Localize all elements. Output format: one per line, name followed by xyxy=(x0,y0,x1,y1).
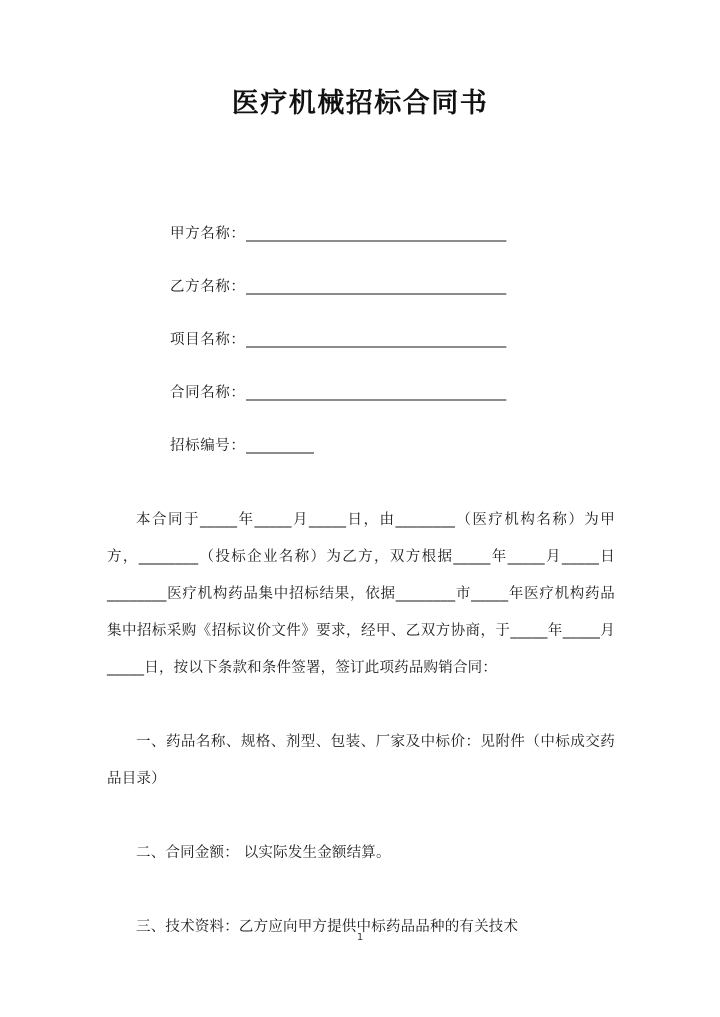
form-label-tender-number: 招标编号： xyxy=(170,438,246,454)
paragraph-spacer xyxy=(107,687,615,724)
clause-spacer-2 xyxy=(107,872,615,909)
form-row-party-b xyxy=(170,275,590,328)
contract-form-fields xyxy=(170,222,590,487)
form-blank-tender-number[interactable]: __________ xyxy=(245,438,315,454)
paragraph-preamble: 本合同于_____年_____月_____日，由________（医疗机构名称）为甲方，________（投标企业名称）为乙方，双方根据_____年_____月_____日________医疗机构药品集中招标结果，依据________市_____年医疗机构药品集中招标采购《招标议价文件》要求，经甲、乙双方协商，于_____年_____月_____日，按以下条款和条件签署，签订此项药品购销合同： xyxy=(107,512,615,676)
clause-spacer-1 xyxy=(107,798,615,835)
form-row-contract-name xyxy=(170,381,590,434)
form-row-party-a xyxy=(170,222,590,275)
form-label-contract-name: 合同名称： xyxy=(170,385,246,401)
form-blank-project-name[interactable]: ______________________________________ xyxy=(245,332,506,348)
page-number: 1 xyxy=(356,932,364,943)
clause-item-1: 一、药品名称、规格、剂型、包装、厂家及中标价：见附件（中标成交药品目录） xyxy=(107,734,615,787)
form-label-project-name: 项目名称： xyxy=(170,332,246,348)
form-blank-party-b[interactable]: ______________________________________ xyxy=(245,279,506,295)
form-label-party-b: 乙方名称： xyxy=(170,279,246,295)
page-title: 医疗机械招标合同书 xyxy=(231,88,489,119)
form-blank-contract-name[interactable]: ______________________________________ xyxy=(245,385,506,401)
clause-item-3: 三、技术资料：乙方应向甲方提供中标药品品种的有关技术 xyxy=(136,919,519,935)
form-label-party-a: 甲方名称： xyxy=(170,226,246,242)
clause-item-2: 二、合同金额： 以实际发生金额结算。 xyxy=(136,845,391,861)
contract-body xyxy=(107,502,615,946)
form-blank-party-a[interactable]: ______________________________________ xyxy=(245,226,506,242)
form-row-project-name xyxy=(170,328,590,381)
form-row-tender-number xyxy=(170,434,590,487)
